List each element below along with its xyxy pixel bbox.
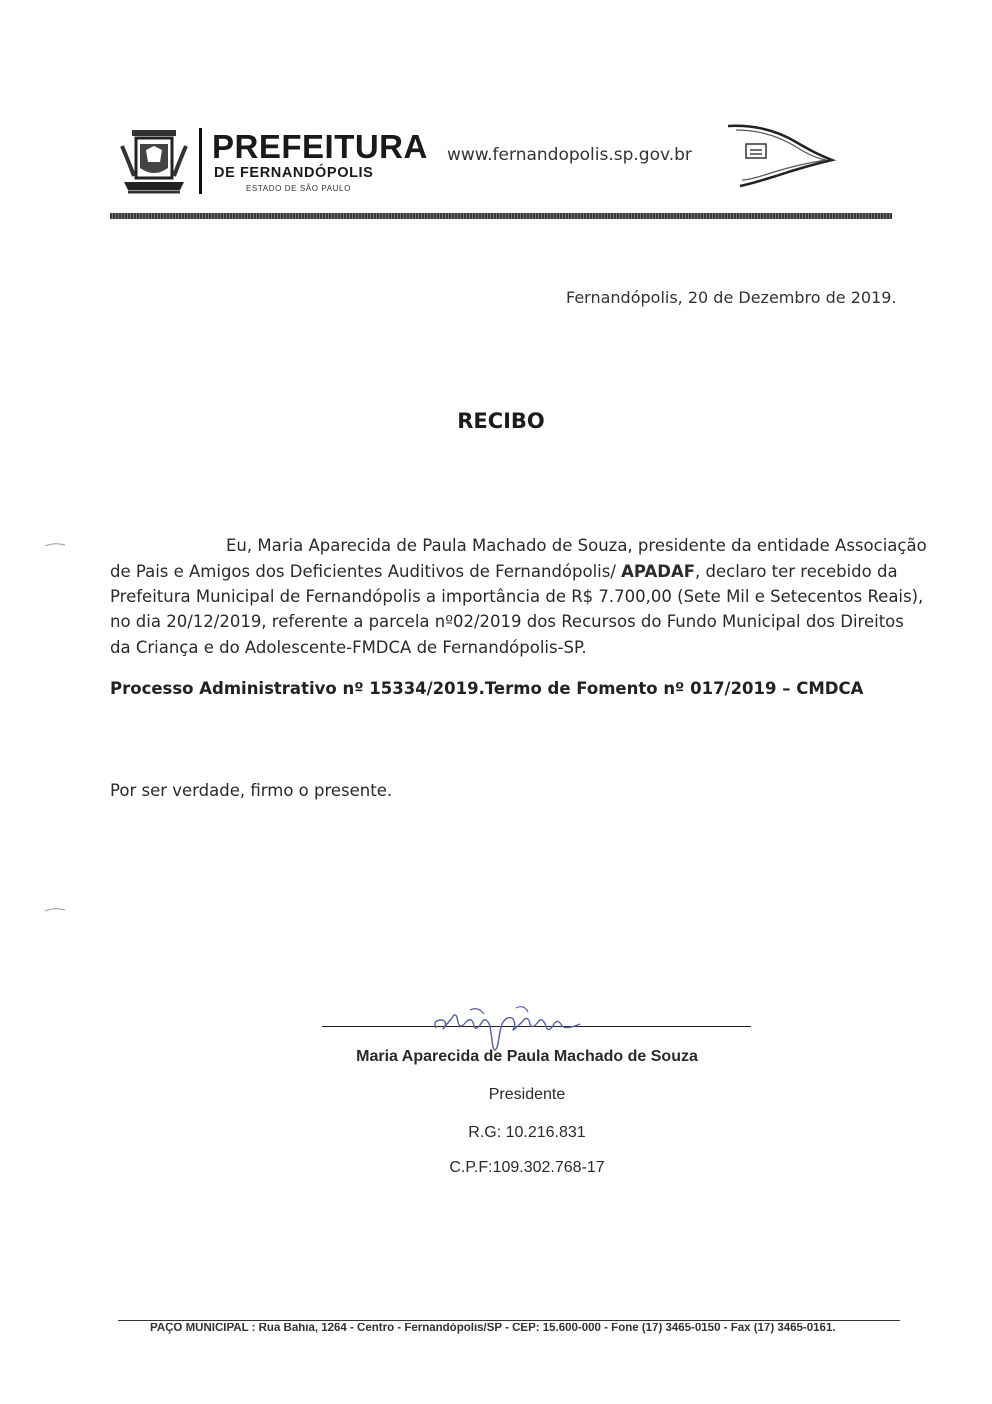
arrow-emblem-icon	[726, 120, 836, 190]
paragraph-text: , declaro ter recebido da	[695, 562, 898, 581]
margin-mark	[44, 542, 66, 548]
paragraph-line-2	[110, 564, 898, 581]
signer-name: Maria Aparecida de Paula Machado de Souza	[356, 1048, 698, 1065]
brand-title: PREFEITURA	[212, 128, 428, 165]
footer-address: PAÇO MUNICIPAL : Rua Bahia, 1264 - Centro - Fernandópolis/SP - CEP: 15.600-000 - Fone (17) 3465-0150 - Fax (17) 3465-0161.	[150, 1323, 836, 1334]
footer-rule	[118, 1320, 900, 1321]
process-line: Processo Administrativo nº 15334/2019.Termo de Fomento nº 017/2019 – CMDCA	[110, 679, 864, 698]
document-title: RECIBO	[457, 409, 545, 433]
date-line: Fernandópolis, 20 de Dezembro de 2019.	[566, 288, 897, 307]
paragraph-line-5: da Criança e do Adolescente-FMDCA de Fernandópolis-SP.	[110, 638, 587, 657]
signer-cpf: C.P.F:109.302.768-17	[449, 1159, 605, 1176]
paragraph-line-3: Prefeitura Municipal de Fernandópolis a importância de R$ 7.700,00 (Sete Mil e Setecentos Reais),	[110, 587, 924, 606]
paragraph-text: de Pais e Amigos dos Deficientes Auditivos de Fernandópolis/	[110, 562, 622, 581]
website-link[interactable]: www.fernandopolis.sp.gov.br	[447, 145, 692, 165]
paragraph-line-4: no dia 20/12/2019, referente a parcela nº02/2019 dos Recursos do Fundo Municipal dos Direitos	[110, 612, 904, 631]
header-divider	[199, 128, 202, 194]
entity-acronym: APADAF	[621, 562, 696, 581]
header-rule	[110, 213, 892, 219]
signer-rg: R.G: 10.216.831	[468, 1124, 586, 1141]
signer-role: Presidente	[488, 1086, 566, 1103]
coat-of-arms-icon	[118, 126, 190, 198]
brand-state: ESTADO DE SÃO PAULO	[246, 184, 351, 193]
brand-city: DE FERNANDÓPOLIS	[214, 165, 374, 181]
paragraph-line-1: Eu, Maria Aparecida de Paula Machado de Souza, presidente da entidade Associação	[226, 536, 927, 555]
closing-statement: Por ser verdade, firmo o presente.	[110, 781, 393, 800]
margin-mark	[44, 907, 66, 913]
